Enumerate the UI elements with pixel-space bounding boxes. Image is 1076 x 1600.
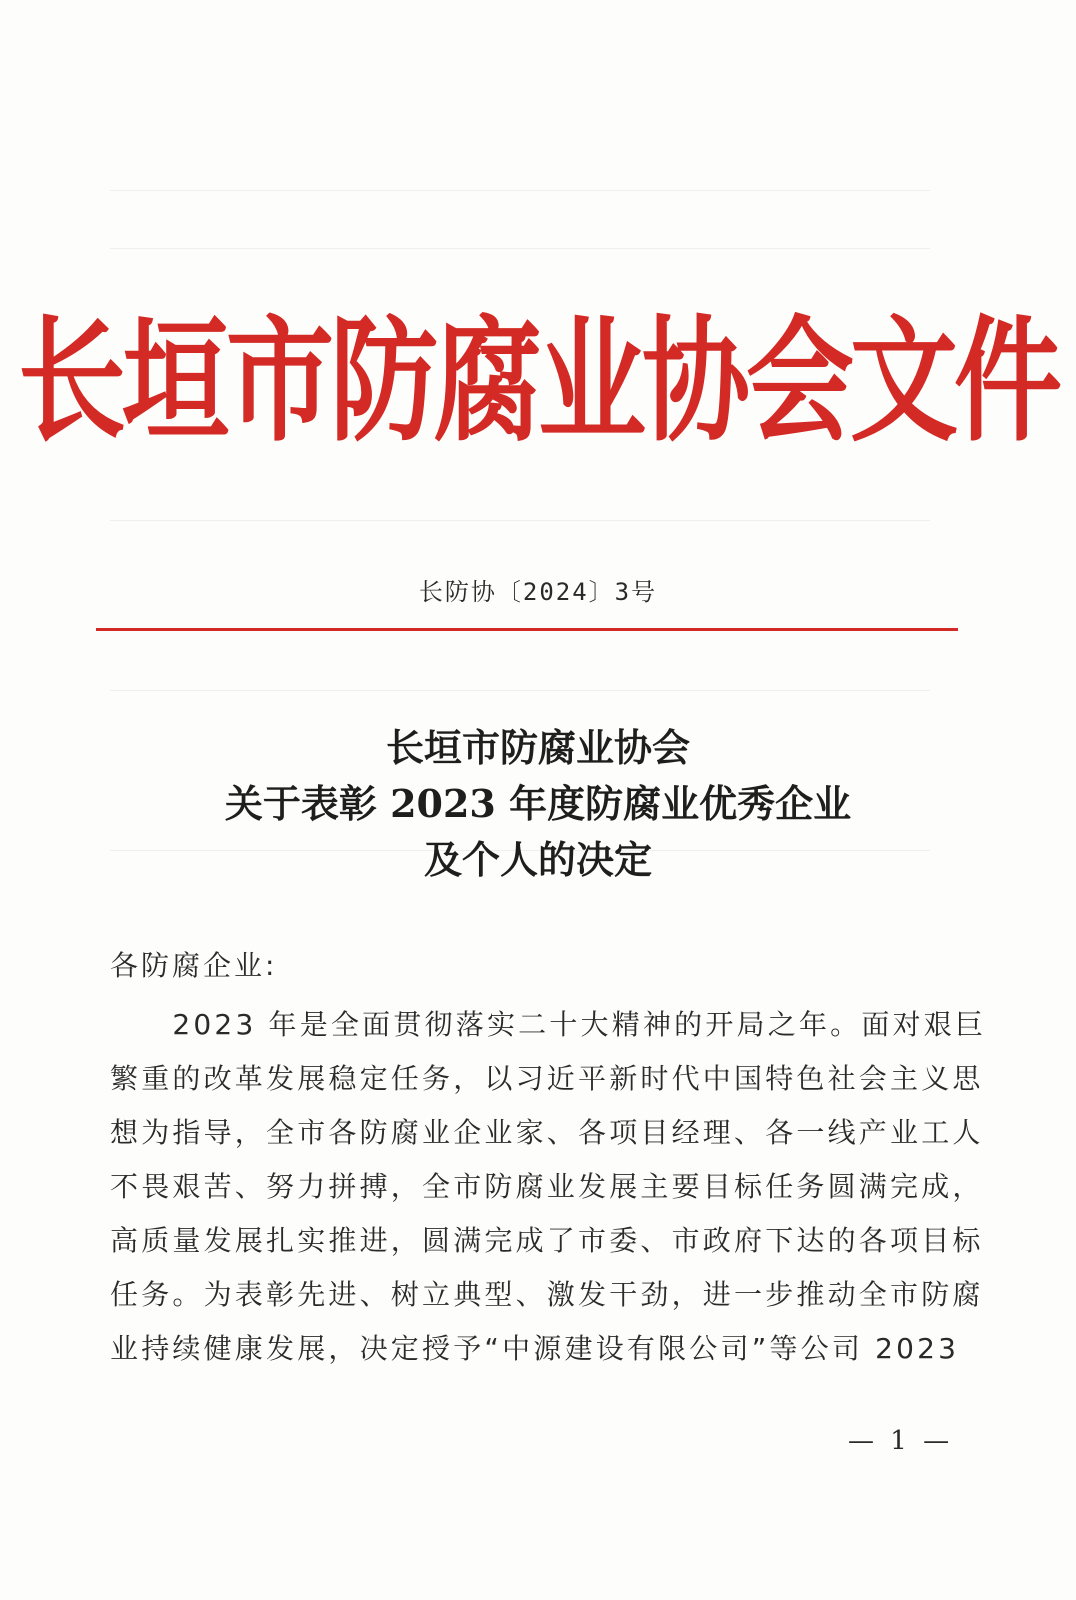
body-line: 任务。为表彰先进、树立典型、激发干劲，进一步推动全市防腐 (110, 1278, 984, 1311)
body-line: 想为指导，全市各防腐业企业家、各项目经理、各一线产业工人 (110, 1116, 984, 1149)
page-number: — 1 — (848, 1426, 954, 1456)
scan-artifact-line (110, 690, 930, 691)
body-paragraph (110, 998, 987, 1376)
body-line: 业持续健康发展，决定授予“中源建设有限公司”等公司 2023 (110, 1332, 960, 1365)
scan-artifact-line (110, 190, 930, 191)
salutation: 各防腐企业: (110, 949, 278, 982)
body-line: 不畏艰苦、努力拼搏，全市防腐业发展主要目标任务圆满完成， (110, 1170, 984, 1203)
scan-artifact-line (110, 520, 930, 521)
red-separator-rule (96, 628, 958, 631)
title-line-2: 关于表彰 2023 年度防腐业优秀企业 (224, 781, 852, 826)
scan-artifact-line (110, 248, 930, 249)
body-line: 2023 年是全面贯彻落实二十大精神的开局之年。面对艰巨 (110, 1008, 987, 1041)
title-line-3: 及个人的决定 (423, 837, 652, 882)
body-line: 繁重的改革发展稳定任务，以习近平新时代中国特色社会主义思 (110, 1062, 984, 1095)
document-masthead: 长垣市防腐业协会文件 (17, 303, 1058, 461)
document-title (0, 720, 1076, 888)
title-line-1: 长垣市防腐业协会 (385, 725, 690, 770)
document-number: 长防协〔2024〕3号 (418, 578, 658, 606)
body-line: 高质量发展扎实推进，圆满完成了市委、市政府下达的各项目标 (110, 1224, 984, 1257)
